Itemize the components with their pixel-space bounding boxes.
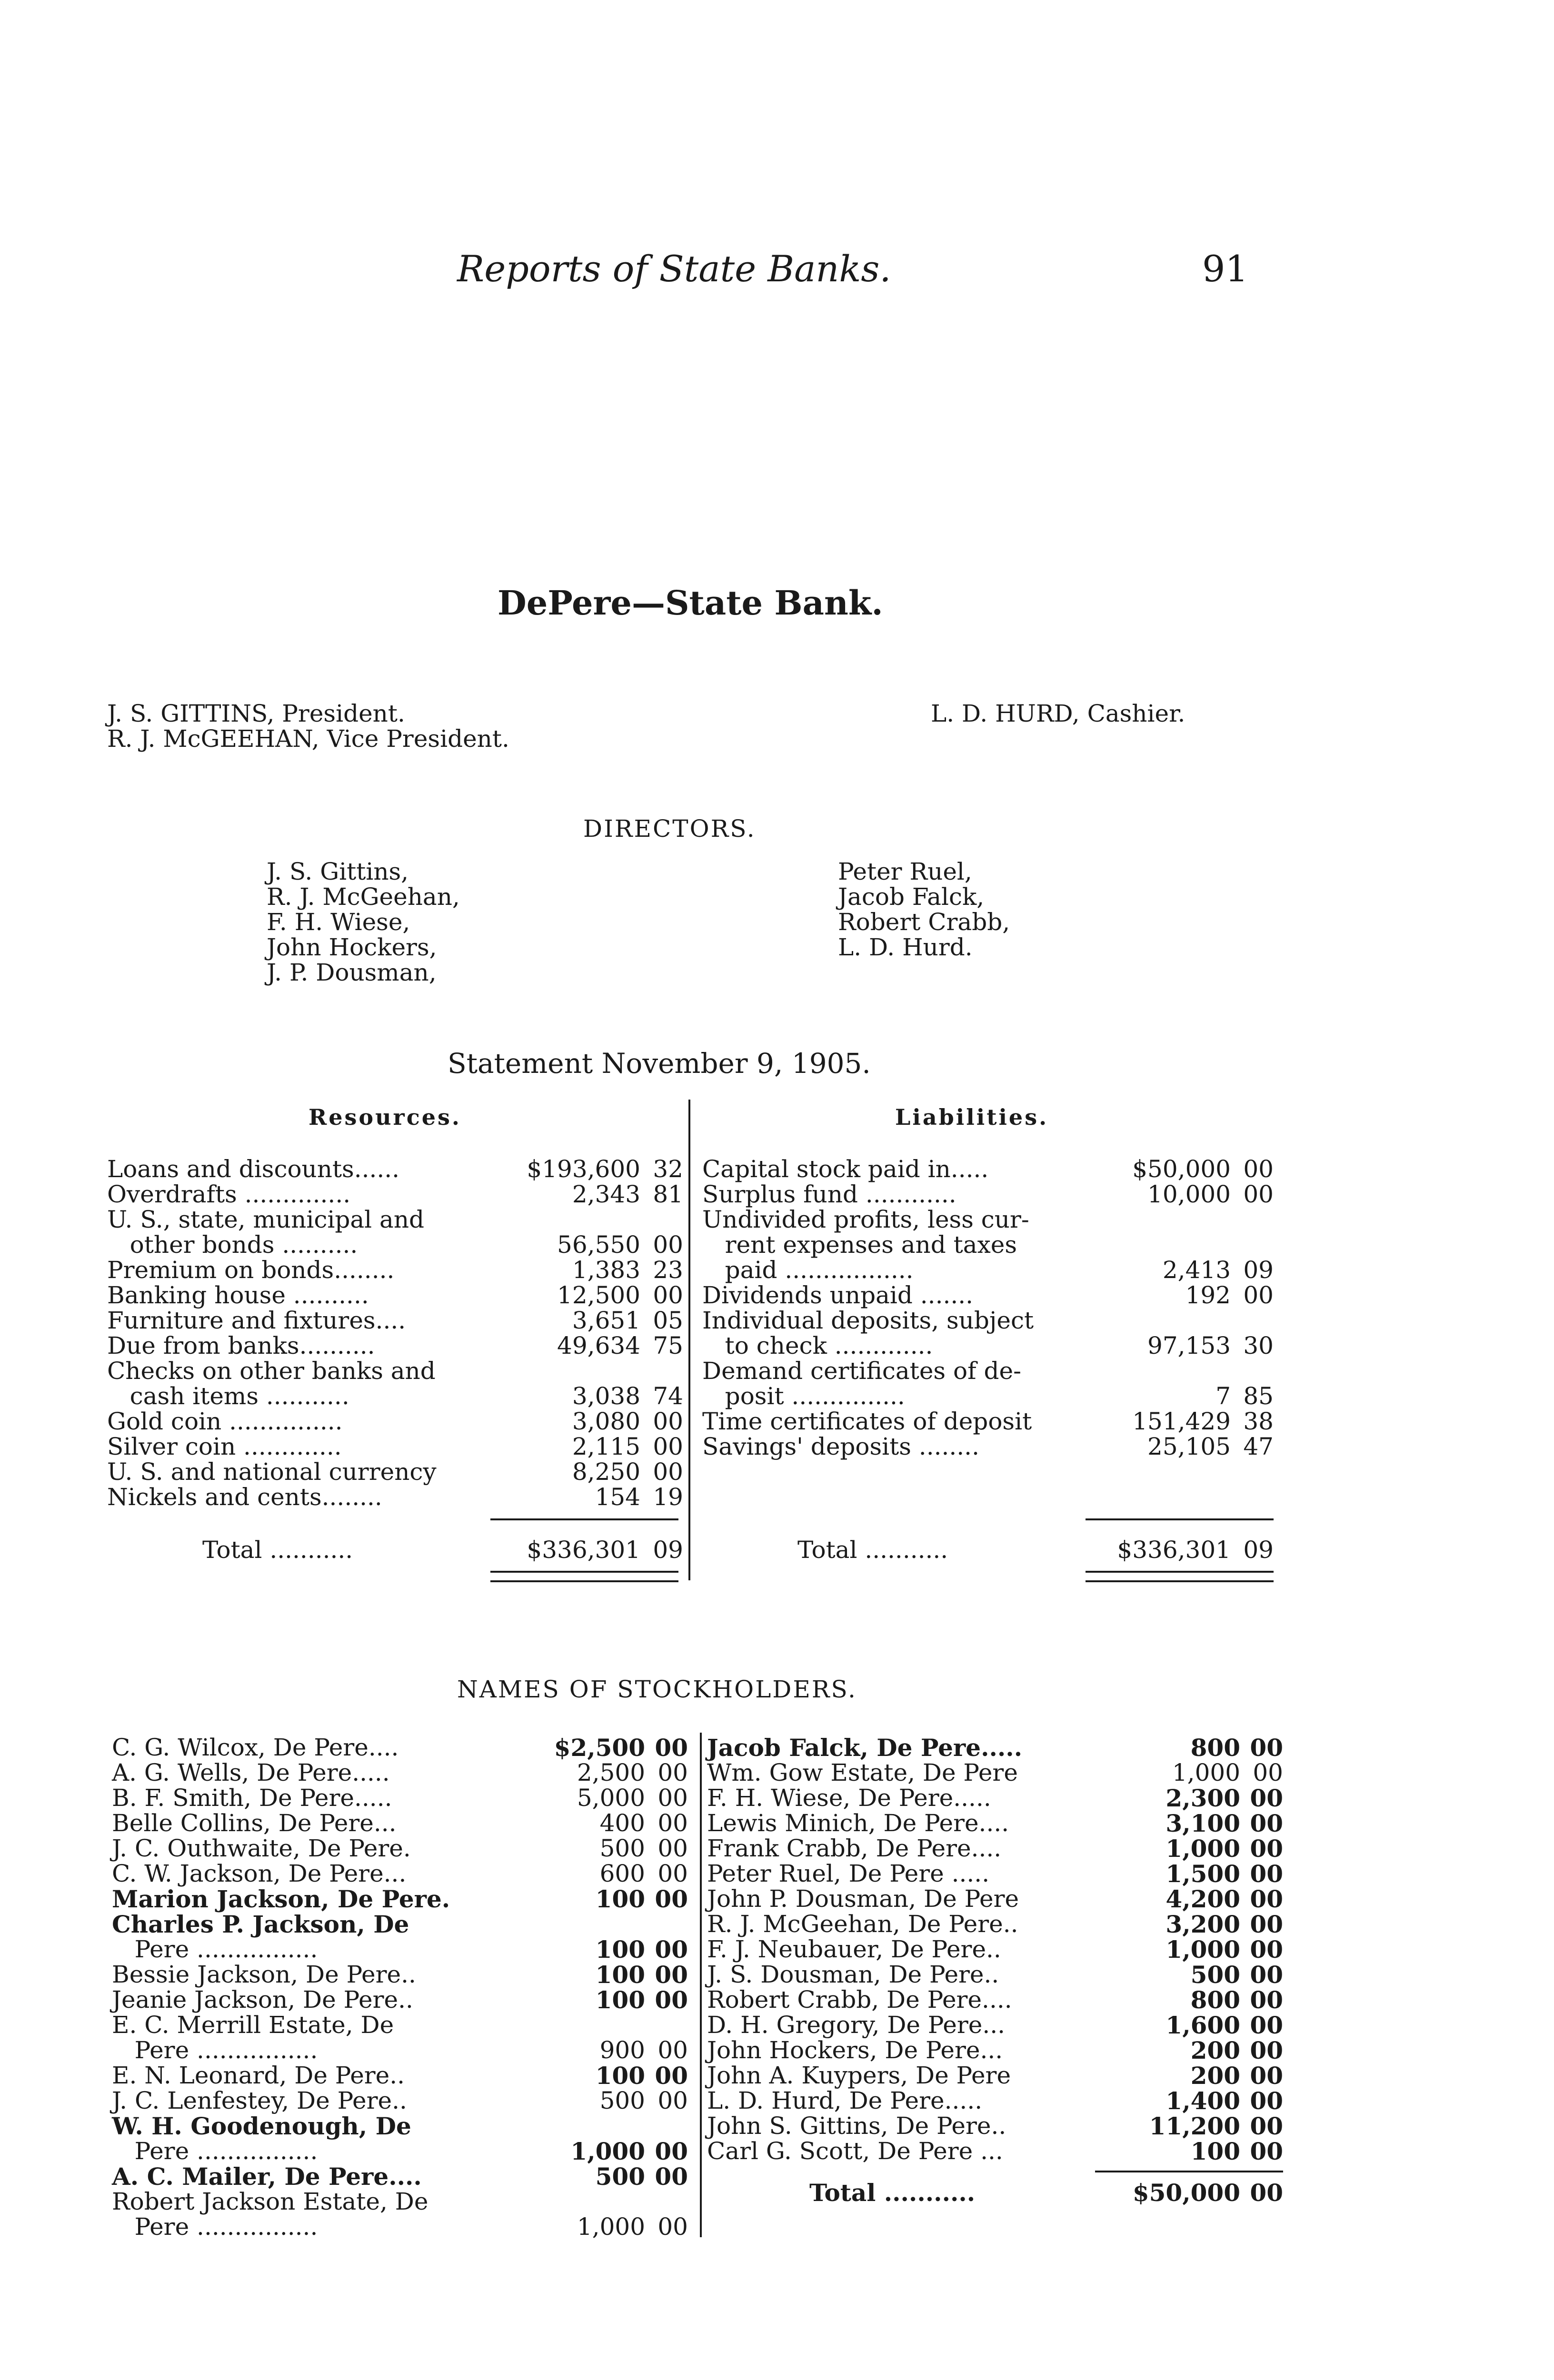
row-cents: 00: [1250, 1935, 1283, 1964]
table-row: [112, 1937, 688, 1962]
row-cents: 09: [1243, 1256, 1274, 1284]
row-cents: 00: [657, 1809, 688, 1837]
row-dollars: 49,634: [557, 1332, 640, 1359]
table-row: [112, 1735, 688, 1760]
row-dollars: 11,200: [1149, 2112, 1240, 2140]
row-label: cash items ...........: [107, 1382, 349, 1410]
row-dollars: 100: [595, 1885, 645, 1913]
table-row: [707, 1785, 1283, 1811]
table-row: [707, 1987, 1283, 2013]
table-row: [112, 2038, 688, 2063]
officer-cashier: L. D. HURD, Cashier.: [931, 700, 1185, 727]
row-dollars: 1,000: [1166, 1935, 1240, 1964]
row-cents: 00: [655, 1734, 688, 1762]
row-label: C. W. Jackson, De Pere...: [112, 1860, 407, 1887]
row-cents: 00: [657, 1784, 688, 1812]
row-dollars: 1,000: [1172, 1759, 1240, 1786]
row-label: A. C. Mailer, De Pere....: [112, 2162, 422, 2191]
total-row: [107, 1537, 683, 1563]
table-row: [107, 1359, 683, 1384]
row-cents: 00: [1250, 2137, 1283, 2165]
row-label: Surplus fund ............: [702, 1180, 956, 1208]
row-label: Charles P. Jackson, De: [112, 1910, 409, 1938]
row-label: Carl G. Scott, De Pere ...: [707, 2137, 1003, 2165]
officer-vice-president: R. J. McGEEHAN, Vice President.: [107, 725, 509, 753]
table-row: [112, 1811, 688, 1836]
row-dollars: 2,115: [572, 1433, 640, 1460]
table-row: [112, 2113, 688, 2139]
row-dollars: 3,080: [572, 1408, 640, 1435]
table-row: [707, 2088, 1283, 2113]
table-row: [112, 2164, 688, 2189]
total-label: Total ...........: [809, 2179, 976, 2207]
directors-right-list: [838, 859, 1010, 960]
table-row: [112, 1760, 688, 1785]
row-dollars: 200: [1190, 2036, 1240, 2064]
row-dollars: 100: [595, 1961, 645, 1989]
row-dollars: $50,000: [1132, 1155, 1231, 1183]
row-label: Demand certificates of de-: [702, 1357, 1021, 1385]
table-row: [107, 1333, 683, 1359]
row-label: U. S., state, municipal and: [107, 1206, 425, 1233]
row-dollars: 12,500: [557, 1281, 640, 1309]
row-dollars: 500: [1190, 1961, 1240, 1989]
row-cents: 00: [1250, 1784, 1283, 1812]
director-name: R. J. McGeehan,: [267, 883, 460, 911]
row-label: John Hockers, De Pere...: [707, 2036, 1003, 2064]
total-dollars: $336,301: [527, 1536, 640, 1564]
row-label: Due from banks..........: [107, 1332, 375, 1359]
row-dollars: 1,400: [1166, 2087, 1240, 2115]
liabilities-total-double-rule: [1086, 1571, 1274, 1582]
row-label: F. J. Neubauer, De Pere..: [707, 1935, 1001, 1963]
director-name: F. H. Wiese,: [267, 908, 410, 936]
row-label: W. H. Goodenough, De: [112, 2112, 411, 2140]
row-cents: 30: [1243, 1332, 1274, 1359]
row-cents: 38: [1243, 1408, 1274, 1435]
row-label: J. C. Lenfestey, De Pere..: [112, 2087, 407, 2114]
row-label: paid .................: [702, 1256, 914, 1284]
row-dollars: 8,250: [572, 1458, 640, 1486]
liabilities-heading: Liabilities.: [895, 1104, 1049, 1130]
table-row: [107, 1434, 683, 1459]
row-dollars: 600: [599, 1860, 645, 1887]
statement-title: Statement November 9, 1905.: [448, 1047, 871, 1080]
row-dollars: 2,343: [572, 1180, 640, 1208]
row-dollars: 151,429: [1132, 1408, 1231, 1435]
table-row: [112, 2088, 688, 2113]
table-row: [702, 1207, 1274, 1232]
row-label: Pere ................: [112, 1935, 318, 1963]
row-cents: 00: [655, 2162, 688, 2191]
row-label: Marion Jackson, De Pere.: [112, 1885, 450, 1913]
table-row: [107, 1409, 683, 1434]
table-row: [702, 1384, 1274, 1409]
row-label: Gold coin ...............: [107, 1408, 343, 1435]
row-cents: 00: [1250, 2011, 1283, 2039]
table-row: [702, 1308, 1274, 1333]
row-cents: 00: [655, 1986, 688, 2014]
table-row: [112, 1912, 688, 1937]
row-cents: 00: [655, 1885, 688, 1913]
row-label: Undivided profits, less cur-: [702, 1206, 1029, 1233]
table-row: [112, 2063, 688, 2088]
total-row: [707, 2180, 1283, 2205]
row-dollars: 10,000: [1147, 1180, 1231, 1208]
row-dollars: 500: [599, 1835, 645, 1862]
row-label: other bonds ..........: [107, 1231, 358, 1259]
row-label: A. G. Wells, De Pere.....: [112, 1759, 390, 1786]
table-row: [107, 1258, 683, 1283]
row-label: Jeanie Jackson, De Pere..: [112, 1986, 413, 2013]
table-row: [707, 1760, 1283, 1785]
row-cents: 00: [655, 2062, 688, 2090]
row-cents: 32: [653, 1155, 683, 1183]
total-row: [702, 1537, 1274, 1563]
row-label: Robert Crabb, De Pere....: [707, 1986, 1012, 2013]
stockholders-heading: NAMES OF STOCKHOLDERS.: [457, 1676, 857, 1703]
row-cents: 00: [1250, 1986, 1283, 2014]
resources-table: [107, 1157, 683, 1510]
row-dollars: 100: [1190, 2137, 1240, 2165]
bank-title: DePere—State Bank.: [498, 583, 883, 623]
director-name: Peter Ruel,: [838, 858, 972, 885]
resources-total: [107, 1537, 683, 1563]
row-label: Pere ................: [112, 2213, 318, 2241]
table-row: [702, 1232, 1274, 1258]
row-label: Frank Crabb, De Pere....: [707, 1835, 1002, 1862]
row-label: Bessie Jackson, De Pere..: [112, 1961, 416, 1988]
table-row: [707, 2013, 1283, 2038]
row-cents: 00: [653, 1433, 683, 1460]
running-title: Reports of State Banks.: [457, 248, 891, 290]
table-row: [107, 1283, 683, 1308]
table-row: [707, 1861, 1283, 1886]
directors-heading: DIRECTORS.: [583, 815, 756, 843]
row-label: Savings' deposits ........: [702, 1433, 979, 1460]
resources-heading: Resources.: [309, 1104, 461, 1130]
stockholders-left-table: [112, 1735, 688, 2240]
row-label: Individual deposits, subject: [702, 1307, 1034, 1334]
row-dollars: 56,550: [557, 1231, 640, 1259]
row-dollars: 3,100: [1166, 1809, 1240, 1837]
table-row: [707, 1836, 1283, 1861]
row-dollars: 1,383: [572, 1256, 640, 1284]
table-row: [702, 1283, 1274, 1308]
statement-column-divider: [688, 1100, 690, 1580]
row-cents: 23: [653, 1256, 683, 1284]
table-row: [702, 1434, 1274, 1459]
table-row: [702, 1182, 1274, 1207]
row-cents: 00: [1250, 1961, 1283, 1989]
row-dollars: 100: [595, 2062, 645, 2090]
row-label: John S. Gittins, De Pere..: [707, 2112, 1006, 2140]
row-dollars: 2,500: [577, 1759, 645, 1786]
row-dollars: 900: [599, 2036, 645, 2064]
row-dollars: 7: [1215, 1382, 1231, 1410]
row-cents: 00: [1250, 2062, 1283, 2090]
row-label: Checks on other banks and: [107, 1357, 436, 1385]
row-label: Wm. Gow Estate, De Pere: [707, 1759, 1018, 1786]
table-row: [707, 1937, 1283, 1962]
row-label: E. C. Merrill Estate, De: [112, 2011, 394, 2039]
row-cents: 00: [1250, 2112, 1283, 2140]
row-dollars: 25,105: [1147, 1433, 1231, 1460]
resources-total-rule: [490, 1518, 678, 1520]
row-label: F. H. Wiese, De Pere.....: [707, 1784, 991, 1812]
row-cents: 47: [1243, 1433, 1274, 1460]
director-name: L. D. Hurd.: [838, 933, 973, 961]
table-row: [107, 1157, 683, 1182]
row-cents: 00: [1250, 2036, 1283, 2064]
row-label: B. F. Smith, De Pere.....: [112, 1784, 392, 1812]
row-cents: 00: [653, 1408, 683, 1435]
row-cents: 75: [653, 1332, 683, 1359]
row-cents: 00: [657, 2036, 688, 2064]
row-label: Pere ................: [112, 2036, 318, 2064]
row-label: Banking house ..........: [107, 1281, 369, 1309]
row-cents: 00: [653, 1458, 683, 1486]
row-label: U. S. and national currency: [107, 1458, 437, 1486]
row-cents: 00: [1250, 2087, 1283, 2115]
page-number: 91: [1202, 248, 1248, 290]
table-row: [702, 1409, 1274, 1434]
table-row: [107, 1459, 683, 1485]
table-row: [707, 2063, 1283, 2088]
row-cents: 00: [1243, 1180, 1274, 1208]
officer-president: J. S. GITTINS, President.: [107, 700, 405, 727]
row-dollars: 4,200: [1166, 1885, 1240, 1913]
table-row: [707, 1735, 1283, 1760]
row-label: Premium on bonds........: [107, 1256, 395, 1284]
row-cents: 85: [1243, 1382, 1274, 1410]
row-cents: 00: [657, 1860, 688, 1887]
row-cents: 74: [653, 1382, 683, 1410]
row-cents: 00: [657, 1835, 688, 1862]
table-row: [702, 1258, 1274, 1283]
row-dollars: 100: [595, 1935, 645, 1964]
row-label: John P. Dousman, De Pere: [707, 1885, 1019, 1913]
row-dollars: 1,000: [570, 2137, 645, 2165]
row-cents: 00: [655, 2137, 688, 2165]
row-cents: 19: [653, 1483, 683, 1511]
table-row: [107, 1384, 683, 1409]
table-row: [107, 1485, 683, 1510]
table-row: [707, 1886, 1283, 1912]
row-cents: 00: [657, 1759, 688, 1786]
row-cents: 00: [1250, 1910, 1283, 1938]
row-dollars: 3,651: [572, 1307, 640, 1334]
row-cents: 00: [653, 1281, 683, 1309]
table-row: [702, 1157, 1274, 1182]
row-dollars: 800: [1190, 1734, 1240, 1762]
table-row: [707, 1912, 1283, 1937]
row-label: John A. Kuypers, De Pere: [707, 2062, 1011, 2089]
table-row: [707, 2038, 1283, 2063]
row-label: Overdrafts ..............: [107, 1180, 351, 1208]
directors-left-list: [267, 859, 460, 985]
director-name: John Hockers,: [267, 933, 437, 961]
row-dollars: 2,300: [1166, 1784, 1240, 1812]
row-label: Pere ................: [112, 2137, 318, 2165]
director-name: Robert Crabb,: [838, 908, 1010, 936]
director-name: J. P. Dousman,: [267, 959, 437, 986]
table-row: [112, 1836, 688, 1861]
row-label: Furniture and fixtures....: [107, 1307, 406, 1334]
row-dollars: 800: [1190, 1986, 1240, 2014]
row-label: Silver coin .............: [107, 1433, 342, 1460]
table-row: [707, 1962, 1283, 1987]
table-row: [112, 2139, 688, 2164]
stockholders-total-rule: [1095, 2171, 1283, 2172]
row-dollars: 97,153: [1147, 1332, 1231, 1359]
row-label: Lewis Minich, De Pere....: [707, 1809, 1009, 1837]
total-dollars: $336,301: [1117, 1536, 1231, 1564]
table-row: [112, 1861, 688, 1886]
table-row: [112, 2189, 688, 2214]
row-label: Nickels and cents........: [107, 1483, 382, 1511]
row-cents: 00: [1253, 1759, 1283, 1786]
row-dollars: 154: [595, 1483, 640, 1511]
stockholders-column-divider: [700, 1733, 702, 2237]
table-row: [112, 1785, 688, 1811]
table-row: [112, 2214, 688, 2240]
row-dollars: 1,000: [577, 2213, 645, 2241]
table-row: [702, 1333, 1274, 1359]
row-label: Time certificates of deposit: [702, 1408, 1032, 1435]
row-dollars: 1,600: [1166, 2011, 1240, 2039]
stockholders-total: [707, 2180, 1283, 2205]
row-dollars: $193,600: [527, 1155, 640, 1183]
row-dollars: $2,500: [554, 1734, 645, 1762]
row-cents: 00: [1250, 1860, 1283, 1888]
row-dollars: 2,413: [1162, 1256, 1231, 1284]
row-cents: 05: [653, 1307, 683, 1334]
row-cents: 00: [1250, 1835, 1283, 1863]
row-label: Peter Ruel, De Pere .....: [707, 1860, 990, 1887]
row-label: C. G. Wilcox, De Pere....: [112, 1734, 399, 1761]
row-cents: 00: [653, 1231, 683, 1259]
row-label: posit ...............: [702, 1382, 905, 1410]
row-label: Robert Jackson Estate, De: [112, 2188, 428, 2215]
total-cents: 09: [653, 1536, 683, 1564]
row-dollars: 5,000: [577, 1784, 645, 1812]
row-cents: 81: [653, 1180, 683, 1208]
row-label: to check .............: [702, 1332, 933, 1359]
table-row: [707, 2113, 1283, 2139]
row-dollars: 1,000: [1166, 1835, 1240, 1863]
row-cents: 00: [1243, 1155, 1274, 1183]
row-cents: 00: [657, 2213, 688, 2241]
table-row: [107, 1308, 683, 1333]
row-cents: 00: [657, 2087, 688, 2114]
row-dollars: 100: [595, 1986, 645, 2014]
total-label: Total ...........: [202, 1536, 353, 1564]
liabilities-total: [702, 1537, 1274, 1563]
table-row: [112, 1962, 688, 1987]
row-dollars: 192: [1185, 1281, 1231, 1309]
row-cents: 00: [655, 1935, 688, 1964]
row-label: rent expenses and taxes: [702, 1231, 1017, 1259]
director-name: J. S. Gittins,: [267, 858, 409, 885]
table-row: [107, 1182, 683, 1207]
total-cents: 09: [1243, 1536, 1274, 1564]
director-name: Jacob Falck,: [838, 883, 985, 911]
resources-total-double-rule: [490, 1571, 678, 1582]
row-label: J. C. Outhwaite, De Pere.: [112, 1835, 411, 1862]
total-cents: 00: [1250, 2179, 1283, 2207]
row-dollars: 3,200: [1166, 1910, 1240, 1938]
row-cents: 00: [1243, 1281, 1274, 1309]
table-row: [707, 2139, 1283, 2164]
row-cents: 00: [655, 1961, 688, 1989]
row-label: R. J. McGeehan, De Pere..: [707, 1910, 1018, 1938]
row-dollars: 200: [1190, 2062, 1240, 2090]
row-cents: 00: [1250, 1885, 1283, 1913]
liabilities-total-rule: [1086, 1518, 1274, 1520]
row-dollars: 500: [595, 2162, 645, 2191]
row-dollars: 1,500: [1166, 1860, 1240, 1888]
row-dollars: 500: [599, 2087, 645, 2114]
row-label: Jacob Falck, De Pere.....: [707, 1734, 1023, 1762]
row-label: D. H. Gregory, De Pere...: [707, 2011, 1006, 2039]
row-dollars: 3,038: [572, 1382, 640, 1410]
row-dollars: 400: [599, 1809, 645, 1837]
stockholders-right-table: [707, 1735, 1283, 2164]
row-label: L. D. Hurd, De Pere.....: [707, 2087, 983, 2114]
row-cents: 00: [1250, 1809, 1283, 1837]
liabilities-table: [702, 1157, 1274, 1459]
row-label: Loans and discounts......: [107, 1155, 400, 1183]
table-row: [112, 1987, 688, 2013]
table-row: [707, 1811, 1283, 1836]
table-row: [112, 2013, 688, 2038]
table-row: [107, 1207, 683, 1232]
total-label: Total ...........: [797, 1536, 948, 1564]
total-dollars: $50,000: [1132, 2179, 1240, 2207]
row-label: E. N. Leonard, De Pere..: [112, 2062, 405, 2089]
row-label: J. S. Dousman, De Pere..: [707, 1961, 999, 1988]
table-row: [112, 1886, 688, 1912]
row-cents: 00: [1250, 1734, 1283, 1762]
row-label: Belle Collins, De Pere...: [112, 1809, 397, 1837]
row-label: Dividends unpaid .......: [702, 1281, 974, 1309]
table-row: [107, 1232, 683, 1258]
row-label: Capital stock paid in.....: [702, 1155, 989, 1183]
table-row: [702, 1359, 1274, 1384]
